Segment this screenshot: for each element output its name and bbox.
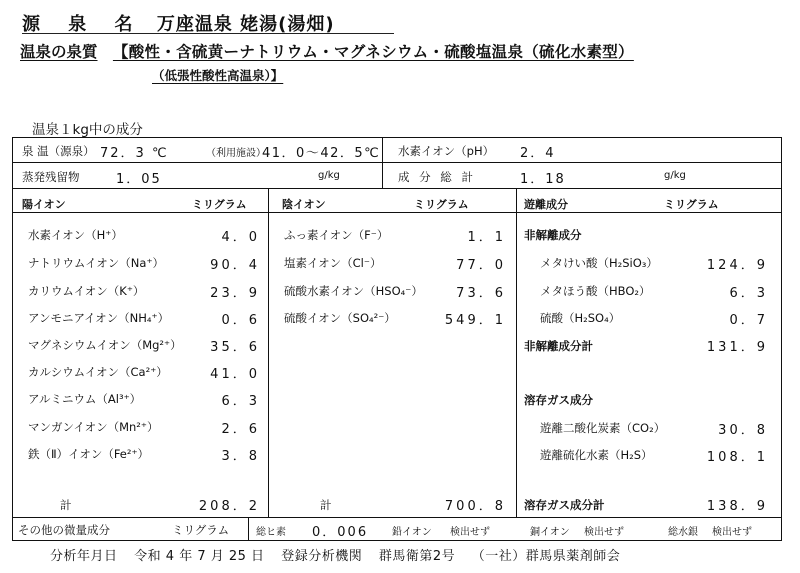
anion-name: 塩素イオン（Cl⁻） [284, 256, 382, 270]
anion-total-label: 計 [320, 498, 332, 512]
total-value: 1．18 [520, 172, 566, 187]
row-divider [12, 188, 782, 189]
residue-unit: g/kg [318, 170, 340, 181]
dissolved-gas-section-label: 溶存ガス成分 [524, 393, 593, 407]
cation-value: 35．6 [210, 340, 260, 355]
ph-value: 2．4 [520, 146, 556, 161]
temperature-label: 泉 温（源泉） [22, 144, 95, 158]
col-divider [516, 188, 517, 517]
nondissociated-name: メタけい酸（H₂SiO₃） [540, 256, 658, 270]
table-title: 温泉１kg中の成分 [32, 122, 143, 138]
spring-quality-label: 温泉の泉質 [20, 43, 98, 61]
title-underline [22, 33, 394, 34]
dissolved-gas-total-label: 溶存ガス成分計 [524, 498, 605, 512]
nondissociated-name: 硫酸（H₂SO₄） [540, 311, 621, 325]
row-divider [12, 212, 782, 213]
cation-value: 4．0 [221, 230, 260, 245]
cation-name: ナトリウムイオン（Na⁺） [28, 256, 165, 270]
source-name-label: 源 泉 名 [22, 14, 144, 35]
cation-value: 41．0 [210, 367, 260, 382]
mercury-value: 検出せず [712, 527, 752, 538]
cation-name: 鉄（Ⅱ）イオン（Fe²⁺） [28, 447, 150, 461]
row-divider [12, 517, 782, 518]
cation-name: カルシウムイオン（Ca²⁺） [28, 365, 168, 379]
nondissociated-section-label: 非解離成分 [524, 228, 582, 242]
residue-label: 蒸発残留物 [22, 170, 80, 184]
anion-unit: ミリグラム [414, 198, 469, 211]
mercury-label: 総水銀 [668, 527, 698, 538]
row-divider [12, 162, 782, 163]
residue-value: 1．05 [116, 172, 162, 187]
col-divider [248, 517, 249, 541]
spring-quality-sub: （低張性酸性高温泉）】 [152, 68, 284, 83]
cation-value: 0．6 [221, 313, 260, 328]
trace-unit: ミリグラム [172, 523, 230, 537]
dissolved-gas-total-value: 138．9 [706, 499, 768, 514]
source-name-value: 万座温泉 姥湯(湯畑) [156, 14, 335, 35]
agency-label: 登録分析機関 [281, 549, 363, 564]
nondissociated-subtotal-label: 非解離成分計 [524, 339, 593, 353]
total-label: 成 分 総 計 [398, 170, 476, 184]
cation-header: 陽イオン [22, 198, 66, 211]
nondissociated-value: 124．9 [706, 258, 768, 273]
cation-value: 3．8 [221, 449, 260, 464]
nondissociated-value: 6．3 [729, 286, 768, 301]
anion-name: ふっ素イオン（F⁻） [284, 228, 389, 242]
analysis-date-value: 令和 4 年 7 月 25 日 [134, 549, 265, 564]
agency-registration: 群馬衛第2号 [378, 549, 456, 564]
copper-value: 検出せず [584, 527, 624, 538]
gas-name: 遊離二酸化炭素（CO₂） [540, 421, 666, 435]
cation-total-label: 計 [60, 498, 72, 512]
anion-value: 77．0 [456, 258, 506, 273]
cation-name: アルミニウム（Al³⁺） [28, 392, 142, 406]
anion-name: 硫酸水素イオン（HSO₄⁻） [284, 284, 423, 298]
cation-value: 90．4 [210, 258, 260, 273]
cation-value: 23．9 [210, 286, 260, 301]
col-divider [382, 137, 383, 188]
cation-name: マグネシウムイオン（Mg²⁺） [28, 338, 182, 352]
free-component-unit: ミリグラム [664, 198, 719, 211]
nondissociated-subtotal-value: 131．9 [706, 340, 768, 355]
spring-quality-value: 【酸性・含硫黄ーナトリウム・マグネシウム・硫酸塩温泉（硫化水素型） [112, 43, 634, 61]
cation-unit: ミリグラム [192, 198, 247, 211]
cation-name: カリウムイオン（K⁺） [28, 284, 145, 298]
cation-value: 2．6 [221, 422, 260, 437]
gas-value: 30．8 [718, 423, 768, 438]
arsenic-value: 0．006 [312, 525, 369, 540]
nondissociated-value: 0．7 [729, 313, 768, 328]
analysis-date-label: 分析年月日 [50, 549, 118, 564]
anion-name: 硫酸イオン（SO₄²⁻） [284, 311, 396, 325]
arsenic-label: 総ヒ素 [256, 527, 286, 538]
temperature-value: 72．3 ℃ [100, 146, 169, 161]
anion-value: 73．6 [456, 286, 506, 301]
agency-name: （一社）群馬県薬剤師会 [471, 549, 621, 564]
cation-name: マンガンイオン（Mn²⁺） [28, 420, 159, 434]
anion-value: 549．1 [444, 313, 506, 328]
gas-value: 108．1 [706, 450, 768, 465]
spring-quality-line [20, 40, 634, 62]
anion-total-value: 700．8 [444, 499, 506, 514]
total-unit: g/kg [664, 170, 686, 181]
nondissociated-name: メタほう酸（HBO₂） [540, 284, 651, 298]
facility-label: （利用施設） [206, 148, 266, 159]
cation-value: 6．3 [221, 394, 260, 409]
cation-total-value: 208．2 [198, 499, 260, 514]
trace-label: その他の微量成分 [18, 523, 110, 537]
col-divider [268, 188, 269, 517]
gas-name: 遊離硫化水素（H₂S） [540, 448, 653, 462]
analysis-footer [50, 545, 632, 564]
cation-name: 水素イオン（H⁺） [28, 228, 123, 242]
anion-header: 陰イオン [282, 198, 326, 211]
free-component-header: 遊離成分 [524, 198, 568, 211]
lead-label: 鉛イオン [392, 527, 432, 538]
facility-temperature: 41．0～42．5℃ [262, 146, 381, 161]
lead-value: 検出せず [450, 527, 490, 538]
anion-value: 1．1 [467, 230, 506, 245]
ph-label: 水素イオン（pH） [398, 144, 495, 158]
copper-label: 銅イオン [530, 527, 570, 538]
cation-name: アンモニアイオン（NH₄⁺） [28, 311, 170, 325]
